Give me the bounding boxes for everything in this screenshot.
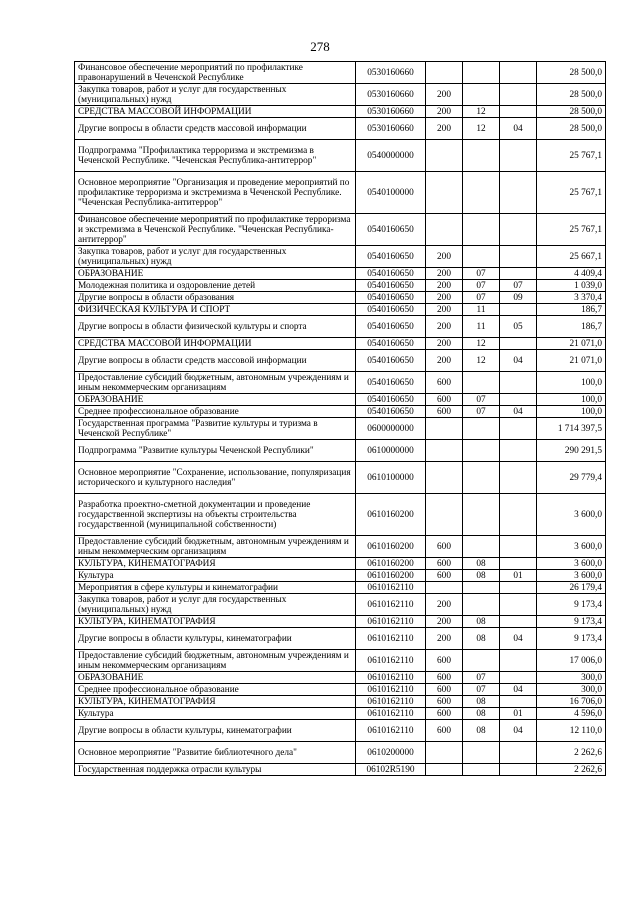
row-name: Основное мероприятие "Организация и проведение мероприятий по профилактике терроризма и экстремизма в Чеченской Республике. "Чеченская Республика-антитеррор" xyxy=(75,172,356,214)
row-code: 0610200000 xyxy=(356,742,426,764)
table-row xyxy=(75,394,606,406)
table-row xyxy=(75,696,606,708)
row-subsection xyxy=(500,558,537,570)
row-subsection xyxy=(500,650,537,672)
table-row xyxy=(75,494,606,536)
row-expense-type: 200 xyxy=(426,292,463,304)
table-row xyxy=(75,172,606,214)
row-subsection: 04 xyxy=(500,684,537,696)
page-number: 278 xyxy=(310,39,330,54)
row-subsection xyxy=(500,616,537,628)
row-name: КУЛЬТУРА, КИНЕМАТОГРАФИЯ xyxy=(75,558,356,570)
row-amount: 21 071,0 xyxy=(537,338,606,350)
row-subsection xyxy=(500,462,537,494)
row-name: Государственная поддержка отрасли культуры xyxy=(75,764,356,776)
row-expense-type: 200 xyxy=(426,268,463,280)
row-section: 07 xyxy=(463,292,500,304)
row-name: СРЕДСТВА МАССОВОЙ ИНФОРМАЦИИ xyxy=(75,106,356,118)
table-row xyxy=(75,350,606,372)
row-subsection xyxy=(500,372,537,394)
row-section xyxy=(463,418,500,440)
row-amount: 28 500,0 xyxy=(537,62,606,84)
row-code: 0610100000 xyxy=(356,462,426,494)
row-code: 0610162110 xyxy=(356,696,426,708)
row-code: 0530160660 xyxy=(356,84,426,106)
row-subsection xyxy=(500,268,537,280)
row-subsection xyxy=(500,742,537,764)
row-subsection xyxy=(500,62,537,84)
row-expense-type xyxy=(426,172,463,214)
row-code: 0540160650 xyxy=(356,292,426,304)
row-amount: 16 706,0 xyxy=(537,696,606,708)
row-section: 07 xyxy=(463,406,500,418)
table-row xyxy=(75,268,606,280)
row-code: 0610000000 xyxy=(356,440,426,462)
row-expense-type: 200 xyxy=(426,246,463,268)
table-row xyxy=(75,214,606,246)
row-subsection xyxy=(500,494,537,536)
row-expense-type: 600 xyxy=(426,406,463,418)
row-name: Государственная программа "Развитие культуры и туризма в Чеченской Республике" xyxy=(75,418,356,440)
row-name: ОБРАЗОВАНИЕ xyxy=(75,672,356,684)
row-subsection xyxy=(500,696,537,708)
row-expense-type: 200 xyxy=(426,118,463,140)
row-code: 0540160650 xyxy=(356,280,426,292)
row-code: 0610162110 xyxy=(356,720,426,742)
row-subsection xyxy=(500,246,537,268)
row-name: Другие вопросы в области физической культуры и спорта xyxy=(75,316,356,338)
row-code: 0610162110 xyxy=(356,616,426,628)
row-section: 08 xyxy=(463,696,500,708)
row-name: Культура xyxy=(75,570,356,582)
row-section xyxy=(463,764,500,776)
table-row xyxy=(75,418,606,440)
row-expense-type: 200 xyxy=(426,84,463,106)
row-section: 12 xyxy=(463,118,500,140)
row-section xyxy=(463,140,500,172)
row-name: Закупка товаров, работ и услуг для государственных (муниципальных) нужд xyxy=(75,594,356,616)
table-row xyxy=(75,338,606,350)
row-amount: 3 600,0 xyxy=(537,536,606,558)
row-amount: 9 173,4 xyxy=(537,628,606,650)
table-row xyxy=(75,742,606,764)
row-subsection xyxy=(500,172,537,214)
row-section: 11 xyxy=(463,304,500,316)
row-amount: 186,7 xyxy=(537,316,606,338)
table-row xyxy=(75,246,606,268)
row-section: 07 xyxy=(463,672,500,684)
row-section: 08 xyxy=(463,708,500,720)
row-subsection xyxy=(500,764,537,776)
table-row xyxy=(75,84,606,106)
table-row xyxy=(75,280,606,292)
row-amount: 17 006,0 xyxy=(537,650,606,672)
row-section: 08 xyxy=(463,628,500,650)
row-amount: 9 173,4 xyxy=(537,594,606,616)
row-code: 0540100000 xyxy=(356,172,426,214)
row-name: Другие вопросы в области средств массовой информации xyxy=(75,350,356,372)
table-row xyxy=(75,536,606,558)
row-name: Среднее профессиональное образование xyxy=(75,684,356,696)
row-amount: 21 071,0 xyxy=(537,350,606,372)
table-row xyxy=(75,764,606,776)
row-section xyxy=(463,62,500,84)
row-code: 0610162110 xyxy=(356,594,426,616)
row-amount: 9 173,4 xyxy=(537,616,606,628)
row-code: 0530160660 xyxy=(356,62,426,84)
row-expense-type: 600 xyxy=(426,558,463,570)
row-expense-type: 600 xyxy=(426,536,463,558)
row-subsection xyxy=(500,418,537,440)
row-amount: 12 110,0 xyxy=(537,720,606,742)
table-row xyxy=(75,708,606,720)
row-code: 0530160660 xyxy=(356,118,426,140)
table-row xyxy=(75,616,606,628)
row-expense-type: 200 xyxy=(426,616,463,628)
table-row xyxy=(75,316,606,338)
row-amount: 3 600,0 xyxy=(537,558,606,570)
row-name: Основное мероприятие "Развитие библиотечного дела" xyxy=(75,742,356,764)
row-subsection: 07 xyxy=(500,280,537,292)
row-name: Закупка товаров, работ и услуг для государственных (муниципальных) нужд xyxy=(75,246,356,268)
row-amount: 100,0 xyxy=(537,406,606,418)
row-subsection xyxy=(500,536,537,558)
budget-table xyxy=(74,61,606,776)
row-name: ОБРАЗОВАНИЕ xyxy=(75,268,356,280)
row-subsection: 01 xyxy=(500,570,537,582)
row-subsection xyxy=(500,338,537,350)
row-subsection xyxy=(500,440,537,462)
row-subsection xyxy=(500,214,537,246)
row-code: 0610162110 xyxy=(356,708,426,720)
row-name: Среднее профессиональное образование xyxy=(75,406,356,418)
row-name: Мероприятия в сфере культуры и кинематографии xyxy=(75,582,356,594)
row-amount: 26 179,4 xyxy=(537,582,606,594)
row-name: Закупка товаров, работ и услуг для государственных (муниципальных) нужд xyxy=(75,84,356,106)
row-name: Основное мероприятие "Сохранение, использование, популяризация исторического и культурного наследия" xyxy=(75,462,356,494)
row-name: Другие вопросы в области средств массовой информации xyxy=(75,118,356,140)
row-section xyxy=(463,214,500,246)
row-code: 0540160650 xyxy=(356,214,426,246)
row-amount: 28 500,0 xyxy=(537,118,606,140)
row-name: ФИЗИЧЕСКАЯ КУЛЬТУРА И СПОРТ xyxy=(75,304,356,316)
row-expense-type: 600 xyxy=(426,708,463,720)
table-row xyxy=(75,672,606,684)
table-row xyxy=(75,292,606,304)
row-code: 0540000000 xyxy=(356,140,426,172)
row-section: 07 xyxy=(463,280,500,292)
row-code: 0540160650 xyxy=(356,316,426,338)
row-expense-type: 200 xyxy=(426,280,463,292)
row-expense-type xyxy=(426,62,463,84)
row-section: 08 xyxy=(463,558,500,570)
row-code: 0540160650 xyxy=(356,406,426,418)
row-expense-type xyxy=(426,494,463,536)
row-expense-type xyxy=(426,462,463,494)
row-amount: 1 039,0 xyxy=(537,280,606,292)
row-code: 0610160200 xyxy=(356,558,426,570)
row-code: 0540160650 xyxy=(356,394,426,406)
table-row xyxy=(75,462,606,494)
row-amount: 25 667,1 xyxy=(537,246,606,268)
table-row xyxy=(75,118,606,140)
row-name: Разработка проектно-сметной документации и проведение государственной экспертизы на объекты строительства государственной (муниципальной собственности) xyxy=(75,494,356,536)
table-row xyxy=(75,720,606,742)
row-code: 0610162110 xyxy=(356,672,426,684)
row-subsection xyxy=(500,84,537,106)
row-code: 0540160650 xyxy=(356,304,426,316)
row-amount: 186,7 xyxy=(537,304,606,316)
row-expense-type xyxy=(426,764,463,776)
row-expense-type: 600 xyxy=(426,720,463,742)
row-code: 0530160660 xyxy=(356,106,426,118)
row-subsection: 04 xyxy=(500,720,537,742)
row-expense-type: 200 xyxy=(426,316,463,338)
row-code: 0600000000 xyxy=(356,418,426,440)
row-subsection xyxy=(500,304,537,316)
row-code: 0610160200 xyxy=(356,494,426,536)
row-code: 06102R5190 xyxy=(356,764,426,776)
row-name: ОБРАЗОВАНИЕ xyxy=(75,394,356,406)
row-expense-type xyxy=(426,440,463,462)
row-section: 07 xyxy=(463,394,500,406)
row-section: 11 xyxy=(463,316,500,338)
row-section xyxy=(463,172,500,214)
budget-table-body xyxy=(75,62,606,776)
row-section: 08 xyxy=(463,616,500,628)
row-amount: 25 767,1 xyxy=(537,172,606,214)
row-expense-type: 600 xyxy=(426,570,463,582)
row-expense-type: 600 xyxy=(426,650,463,672)
row-expense-type: 600 xyxy=(426,684,463,696)
row-amount: 28 500,0 xyxy=(537,84,606,106)
row-code: 0540160650 xyxy=(356,338,426,350)
row-amount: 4 409,4 xyxy=(537,268,606,280)
row-subsection xyxy=(500,582,537,594)
row-section xyxy=(463,462,500,494)
row-section xyxy=(463,536,500,558)
row-subsection: 09 xyxy=(500,292,537,304)
row-expense-type: 200 xyxy=(426,106,463,118)
table-row xyxy=(75,62,606,84)
row-name: КУЛЬТУРА, КИНЕМАТОГРАФИЯ xyxy=(75,696,356,708)
row-amount: 28 500,0 xyxy=(537,106,606,118)
row-amount: 3 600,0 xyxy=(537,494,606,536)
row-section: 12 xyxy=(463,350,500,372)
row-amount: 4 596,0 xyxy=(537,708,606,720)
row-name: Предоставление субсидий бюджетным, автономным учреждениям и иным некоммерческим организациям xyxy=(75,536,356,558)
table-row xyxy=(75,570,606,582)
row-subsection: 05 xyxy=(500,316,537,338)
table-row xyxy=(75,406,606,418)
row-subsection xyxy=(500,672,537,684)
row-expense-type: 200 xyxy=(426,338,463,350)
row-code: 0540160650 xyxy=(356,268,426,280)
row-name: Другие вопросы в области культуры, кинематографии xyxy=(75,720,356,742)
row-name: СРЕДСТВА МАССОВОЙ ИНФОРМАЦИИ xyxy=(75,338,356,350)
row-expense-type: 200 xyxy=(426,594,463,616)
table-row xyxy=(75,106,606,118)
row-section xyxy=(463,440,500,462)
row-name: Финансовое обеспечение мероприятий по профилактике терроризма и экстремизма в Чеченской Республике. "Чеченская Республика-антитеррор" xyxy=(75,214,356,246)
row-section xyxy=(463,594,500,616)
row-subsection: 04 xyxy=(500,406,537,418)
row-expense-type: 200 xyxy=(426,304,463,316)
table-row xyxy=(75,628,606,650)
row-section xyxy=(463,650,500,672)
row-section: 07 xyxy=(463,268,500,280)
row-section xyxy=(463,494,500,536)
row-section: 08 xyxy=(463,570,500,582)
row-section xyxy=(463,246,500,268)
row-section: 12 xyxy=(463,106,500,118)
row-section: 07 xyxy=(463,684,500,696)
row-section xyxy=(463,372,500,394)
row-code: 0610162110 xyxy=(356,628,426,650)
table-row xyxy=(75,440,606,462)
row-subsection: 04 xyxy=(500,118,537,140)
row-amount: 25 767,1 xyxy=(537,214,606,246)
row-expense-type: 200 xyxy=(426,628,463,650)
row-code: 0610162110 xyxy=(356,582,426,594)
row-expense-type xyxy=(426,582,463,594)
row-section: 08 xyxy=(463,720,500,742)
row-name: Другие вопросы в области культуры, кинематографии xyxy=(75,628,356,650)
row-amount: 290 291,5 xyxy=(537,440,606,462)
row-section xyxy=(463,582,500,594)
row-expense-type: 200 xyxy=(426,350,463,372)
table-row xyxy=(75,684,606,696)
row-section: 12 xyxy=(463,338,500,350)
row-name: Предоставление субсидий бюджетным, автономным учреждениям и иным некоммерческим организациям xyxy=(75,372,356,394)
row-amount: 25 767,1 xyxy=(537,140,606,172)
row-expense-type: 600 xyxy=(426,672,463,684)
table-row xyxy=(75,372,606,394)
row-expense-type: 600 xyxy=(426,696,463,708)
row-subsection xyxy=(500,140,537,172)
row-name: КУЛЬТУРА, КИНЕМАТОГРАФИЯ xyxy=(75,616,356,628)
row-name: Финансовое обеспечение мероприятий по профилактике правонарушений в Чеченской Республике xyxy=(75,62,356,84)
row-amount: 2 262,6 xyxy=(537,764,606,776)
row-amount: 2 262,6 xyxy=(537,742,606,764)
row-amount: 3 600,0 xyxy=(537,570,606,582)
row-subsection: 04 xyxy=(500,628,537,650)
row-amount: 3 370,4 xyxy=(537,292,606,304)
row-code: 0610160200 xyxy=(356,570,426,582)
row-subsection xyxy=(500,594,537,616)
table-row xyxy=(75,140,606,172)
row-name: Молодежная политика и оздоровление детей xyxy=(75,280,356,292)
row-code: 0610160200 xyxy=(356,536,426,558)
row-name: Другие вопросы в области образования xyxy=(75,292,356,304)
row-expense-type xyxy=(426,214,463,246)
row-name: Предоставление субсидий бюджетным, автономным учреждениям и иным некоммерческим организациям xyxy=(75,650,356,672)
row-code: 0540160650 xyxy=(356,246,426,268)
row-section xyxy=(463,84,500,106)
row-expense-type: 600 xyxy=(426,394,463,406)
row-subsection xyxy=(500,106,537,118)
row-expense-type xyxy=(426,742,463,764)
table-row xyxy=(75,594,606,616)
row-subsection: 04 xyxy=(500,350,537,372)
table-row xyxy=(75,650,606,672)
row-code: 0540160650 xyxy=(356,350,426,372)
table-row xyxy=(75,582,606,594)
row-code: 0540160650 xyxy=(356,372,426,394)
row-amount: 29 779,4 xyxy=(537,462,606,494)
row-code: 0610162110 xyxy=(356,684,426,696)
row-expense-type: 600 xyxy=(426,372,463,394)
row-amount: 300,0 xyxy=(537,672,606,684)
row-amount: 100,0 xyxy=(537,394,606,406)
row-subsection xyxy=(500,394,537,406)
table-row xyxy=(75,304,606,316)
table-row xyxy=(75,558,606,570)
row-section xyxy=(463,742,500,764)
row-code: 0610162110 xyxy=(356,650,426,672)
row-amount: 100,0 xyxy=(537,372,606,394)
row-amount: 1 714 397,5 xyxy=(537,418,606,440)
row-subsection: 01 xyxy=(500,708,537,720)
row-name: Подпрограмма "Профилактика терроризма и экстремизма в Чеченской Республике. "Чеченская Республика-антитеррор" xyxy=(75,140,356,172)
row-amount: 300,0 xyxy=(537,684,606,696)
row-name: Подпрограмма "Развитие культуры Чеченской Республики" xyxy=(75,440,356,462)
row-expense-type xyxy=(426,418,463,440)
row-name: Культура xyxy=(75,708,356,720)
row-expense-type xyxy=(426,140,463,172)
